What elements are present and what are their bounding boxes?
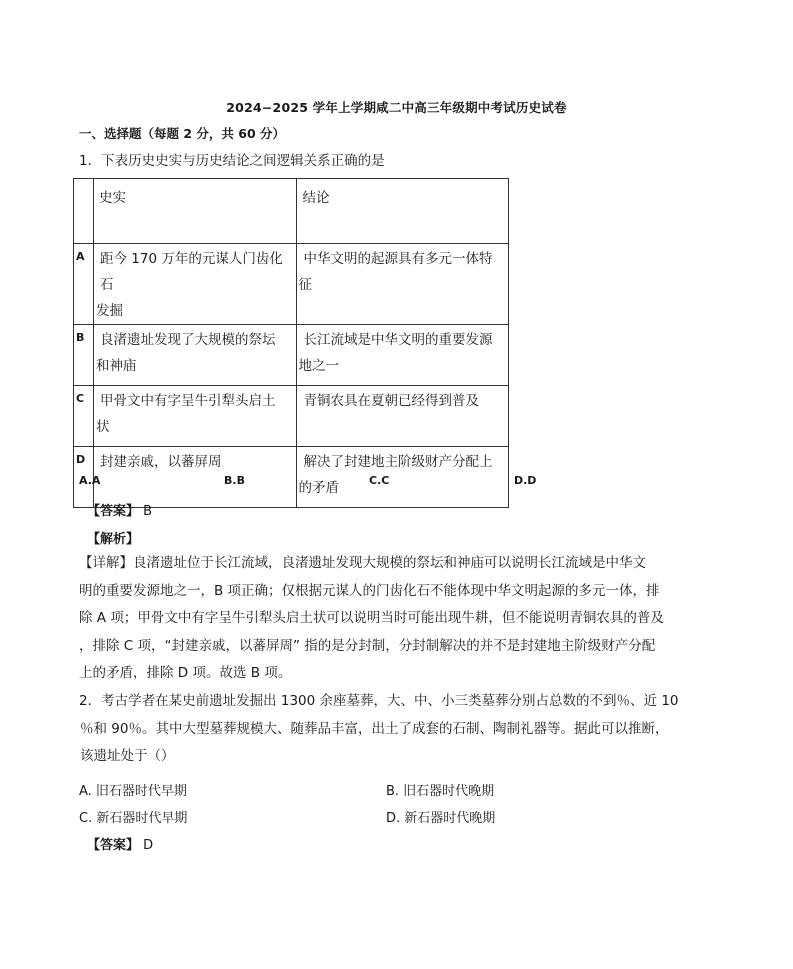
analysis-label: 【解析】 bbox=[87, 532, 140, 547]
row-conclusion-line: 青铜农具在夏朝已经得到普及 bbox=[303, 393, 479, 409]
q2-option-d: D. 新石器时代晚期 bbox=[386, 811, 496, 826]
answer-label: 【答案】 bbox=[87, 504, 140, 519]
q2-stem-line: 该遗址处于（） bbox=[80, 748, 175, 764]
row-label: A bbox=[74, 244, 94, 325]
table-row bbox=[74, 386, 509, 447]
table-row bbox=[74, 244, 509, 325]
q1-answer bbox=[87, 500, 152, 519]
row-conclusion-line: 地之一 bbox=[298, 358, 339, 374]
row-conclusion bbox=[296, 447, 509, 508]
q1-analysis-label bbox=[87, 528, 139, 547]
row-conclusion bbox=[296, 244, 509, 325]
exam-title: 2024−2025 学年上学期咸二中高三年级期中考试历史试卷 bbox=[226, 100, 567, 115]
question-2-stem bbox=[79, 688, 691, 771]
table-row bbox=[74, 325, 509, 386]
q1-option-d: D.D bbox=[514, 474, 537, 487]
row-conclusion-line: 征 bbox=[298, 277, 312, 293]
row-conclusion-line: 长江流域是中华文明的重要发源 bbox=[303, 332, 493, 348]
row-conclusion-line: 中华文明的起源具有多元一体特 bbox=[303, 251, 493, 267]
detail-line: ，排除 C 项，“封建亲戚，以蕃屏周” 指的是分封制，分封制解决的并不是封建地主阶级财产分配 bbox=[79, 637, 656, 654]
row-fact bbox=[93, 386, 296, 447]
q2-option-b: B. 旧石器时代晚期 bbox=[386, 784, 495, 799]
row-fact-line: 发掘 bbox=[95, 303, 123, 319]
row-conclusion bbox=[296, 325, 509, 386]
question-1-stem: 1．下表历史史实与历史结论之间逻辑关系正确的是 bbox=[79, 153, 385, 169]
detail-line bbox=[79, 550, 691, 578]
detail-line: 上的矛盾，排除 D 项。故选 B 项。 bbox=[79, 665, 292, 681]
table-header-fact bbox=[93, 179, 296, 244]
row-conclusion-line: 解决了封建地主阶级财产分配上 bbox=[303, 454, 493, 470]
q1-detail-paragraph bbox=[79, 550, 691, 688]
row-fact-line: 封建亲戚，以蕃屏周 bbox=[99, 454, 222, 470]
row-fact bbox=[93, 447, 296, 508]
header-fact-text: 史实 bbox=[98, 190, 126, 206]
row-label: B bbox=[74, 325, 94, 386]
detail-text: 良渚遗址位于长江流域，良渚遗址发现大规模的祭坛和神庙可以说明长江流域是中华文 bbox=[133, 555, 646, 571]
row-fact bbox=[93, 325, 296, 386]
q2-option-c: C. 新石器时代早期 bbox=[79, 811, 188, 826]
detail-line: 除 A 项；甲骨文中有字呈牛引犁头启土状可以说明当时可能出现牛耕，但不能说明青铜农具的普及 bbox=[79, 610, 664, 626]
header-conclusion-text: 结论 bbox=[302, 190, 330, 206]
row-fact-line: 甲骨文中有字呈牛引犁头启土 bbox=[99, 393, 276, 409]
table-header-row bbox=[74, 179, 509, 244]
row-fact-line: 距今 170 万年的元谋人门齿化石 bbox=[99, 251, 283, 293]
question-1-table bbox=[73, 178, 509, 508]
row-fact-line: 和神庙 bbox=[95, 358, 137, 374]
detail-line: 明的重要发源地之一，B 项正确；仅根据元谋人的门齿化石不能体现中华文明起源的多元一体，排 bbox=[79, 582, 660, 599]
row-conclusion-line: 的矛盾 bbox=[298, 480, 339, 496]
table-header-conclusion bbox=[296, 179, 509, 244]
section-heading: 一、选择题（每题 2 分，共 60 分） bbox=[79, 126, 286, 141]
q1-option-c: C.C bbox=[369, 474, 390, 487]
row-label: D bbox=[74, 447, 94, 508]
q2-stem-line: ％和 90％。其中大型墓葬规模大、随葬品丰富，出土了成套的石制、陶制礼器等。据此可以推断， bbox=[80, 720, 669, 737]
row-fact-line: 良渚遗址发现了大规模的祭坛 bbox=[99, 332, 276, 348]
table-row bbox=[74, 447, 509, 508]
row-label: C bbox=[74, 386, 94, 447]
q2-stem-line: 2．考古学者在某史前遗址发掘出 1300 余座墓葬，大、中、小三类墓葬分别占总数的不到％、近 10 bbox=[79, 693, 679, 709]
row-fact bbox=[93, 244, 296, 325]
detail-label: 【详解】 bbox=[79, 555, 133, 571]
row-fact-line: 状 bbox=[95, 419, 110, 435]
answer-value: B bbox=[143, 504, 153, 519]
q2-answer bbox=[87, 834, 153, 853]
q2-option-a: A. 旧石器时代早期 bbox=[79, 784, 187, 799]
answer-label: 【答案】 bbox=[87, 838, 140, 853]
q1-option-a: A.A bbox=[79, 474, 101, 487]
answer-value: D bbox=[143, 838, 154, 853]
row-conclusion bbox=[296, 386, 509, 447]
table-label-cell bbox=[74, 179, 94, 244]
q1-option-b: B.B bbox=[224, 474, 245, 487]
